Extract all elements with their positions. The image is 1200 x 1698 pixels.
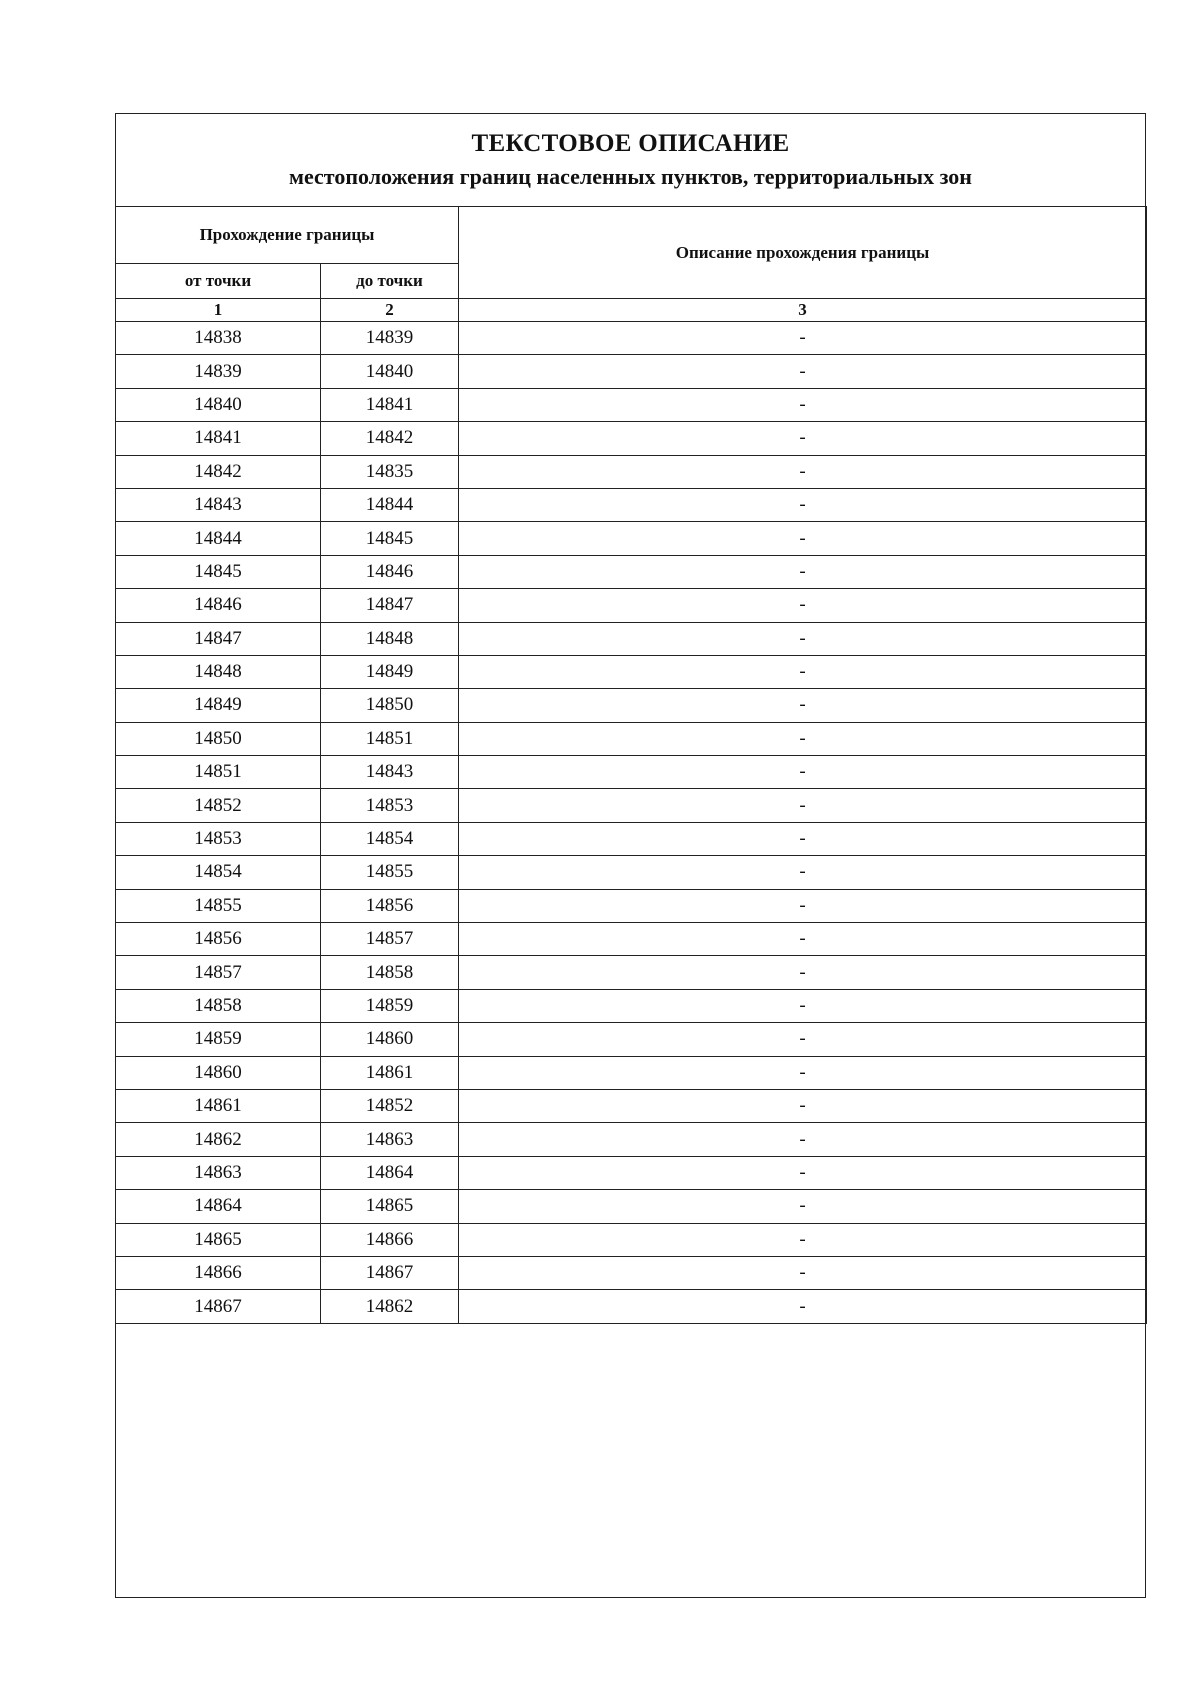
from-point-cell: 14867	[116, 1290, 321, 1323]
description-cell: -	[459, 1290, 1147, 1323]
table-row	[116, 789, 1147, 822]
table-row	[116, 555, 1147, 588]
table-row	[116, 756, 1147, 789]
to-point-cell: 14849	[321, 655, 459, 688]
header-boundary-passage: Прохождение границы	[116, 207, 459, 264]
description-cell: -	[459, 1156, 1147, 1189]
to-point-cell: 14846	[321, 555, 459, 588]
column-number-2: 2	[321, 299, 459, 322]
title-block	[116, 114, 1145, 207]
to-point-cell: 14835	[321, 455, 459, 488]
from-point-cell: 14864	[116, 1190, 321, 1223]
description-cell: -	[459, 756, 1147, 789]
description-cell: -	[459, 488, 1147, 521]
description-cell: -	[459, 856, 1147, 889]
from-point-cell: 14842	[116, 455, 321, 488]
from-point-cell: 14857	[116, 956, 321, 989]
to-point-cell: 14864	[321, 1156, 459, 1189]
table-row	[116, 722, 1147, 755]
header-to-point: до точки	[321, 264, 459, 299]
to-point-cell: 14866	[321, 1223, 459, 1256]
table-row	[116, 956, 1147, 989]
table-row	[116, 1190, 1147, 1223]
table-row	[116, 589, 1147, 622]
to-point-cell: 14861	[321, 1056, 459, 1089]
description-cell: -	[459, 522, 1147, 555]
from-point-cell: 14866	[116, 1256, 321, 1289]
description-cell: -	[459, 1089, 1147, 1122]
description-cell: -	[459, 422, 1147, 455]
to-point-cell: 14854	[321, 822, 459, 855]
table-row	[116, 923, 1147, 956]
from-point-cell: 14851	[116, 756, 321, 789]
from-point-cell: 14844	[116, 522, 321, 555]
to-point-cell: 14867	[321, 1256, 459, 1289]
table-row	[116, 1023, 1147, 1056]
table-row	[116, 1256, 1147, 1289]
description-cell: -	[459, 1023, 1147, 1056]
document-subtitle: местоположения границ населенных пунктов, территориальных зон	[289, 164, 972, 189]
from-point-cell: 14858	[116, 989, 321, 1022]
boundary-table	[115, 206, 1147, 1324]
from-point-cell: 14861	[116, 1089, 321, 1122]
description-cell: -	[459, 822, 1147, 855]
table-row	[116, 1123, 1147, 1156]
to-point-cell: 14853	[321, 789, 459, 822]
to-point-cell: 14845	[321, 522, 459, 555]
description-cell: -	[459, 355, 1147, 388]
from-point-cell: 14855	[116, 889, 321, 922]
description-cell: -	[459, 689, 1147, 722]
description-cell: -	[459, 322, 1147, 355]
document-title: ТЕКСТОВОЕ ОПИСАНИЕ	[471, 130, 790, 157]
from-point-cell: 14843	[116, 488, 321, 521]
header-description: Описание прохождения границы	[459, 207, 1147, 299]
from-point-cell: 14854	[116, 856, 321, 889]
to-point-cell: 14848	[321, 622, 459, 655]
from-point-cell: 14853	[116, 822, 321, 855]
from-point-cell: 14839	[116, 355, 321, 388]
from-point-cell: 14865	[116, 1223, 321, 1256]
from-point-cell: 14860	[116, 1056, 321, 1089]
to-point-cell: 14856	[321, 889, 459, 922]
description-cell: -	[459, 722, 1147, 755]
table-row	[116, 422, 1147, 455]
header-from-point: от точки	[116, 264, 321, 299]
table-row	[116, 488, 1147, 521]
to-point-cell: 14855	[321, 856, 459, 889]
from-point-cell: 14849	[116, 689, 321, 722]
to-point-cell: 14852	[321, 1089, 459, 1122]
description-cell: -	[459, 789, 1147, 822]
description-cell: -	[459, 1256, 1147, 1289]
table-row	[116, 856, 1147, 889]
from-point-cell: 14846	[116, 589, 321, 622]
table-row	[116, 355, 1147, 388]
description-cell: -	[459, 455, 1147, 488]
description-cell: -	[459, 889, 1147, 922]
to-point-cell: 14843	[321, 756, 459, 789]
to-point-cell: 14859	[321, 989, 459, 1022]
table-row	[116, 989, 1147, 1022]
description-cell: -	[459, 1056, 1147, 1089]
from-point-cell: 14863	[116, 1156, 321, 1189]
to-point-cell: 14839	[321, 322, 459, 355]
table-row	[116, 822, 1147, 855]
description-cell: -	[459, 1190, 1147, 1223]
document-frame	[115, 113, 1146, 1598]
description-cell: -	[459, 655, 1147, 688]
to-point-cell: 14844	[321, 488, 459, 521]
description-cell: -	[459, 956, 1147, 989]
description-cell: -	[459, 989, 1147, 1022]
table-row	[116, 622, 1147, 655]
table-row	[116, 388, 1147, 421]
table-row	[116, 1223, 1147, 1256]
table-row	[116, 1089, 1147, 1122]
to-point-cell: 14862	[321, 1290, 459, 1323]
table-body	[116, 322, 1147, 1324]
column-number-1: 1	[116, 299, 321, 322]
to-point-cell: 14847	[321, 589, 459, 622]
to-point-cell: 14841	[321, 388, 459, 421]
from-point-cell: 14850	[116, 722, 321, 755]
to-point-cell: 14863	[321, 1123, 459, 1156]
description-cell: -	[459, 622, 1147, 655]
to-point-cell: 14857	[321, 923, 459, 956]
table-row	[116, 655, 1147, 688]
table-row	[116, 1056, 1147, 1089]
from-point-cell: 14841	[116, 422, 321, 455]
from-point-cell: 14848	[116, 655, 321, 688]
description-cell: -	[459, 1223, 1147, 1256]
to-point-cell: 14842	[321, 422, 459, 455]
from-point-cell: 14859	[116, 1023, 321, 1056]
from-point-cell: 14847	[116, 622, 321, 655]
from-point-cell: 14862	[116, 1123, 321, 1156]
to-point-cell: 14858	[321, 956, 459, 989]
from-point-cell: 14845	[116, 555, 321, 588]
to-point-cell: 14860	[321, 1023, 459, 1056]
from-point-cell: 14856	[116, 923, 321, 956]
from-point-cell: 14838	[116, 322, 321, 355]
table-row	[116, 1290, 1147, 1323]
description-cell: -	[459, 1123, 1147, 1156]
description-cell: -	[459, 388, 1147, 421]
table-row	[116, 455, 1147, 488]
to-point-cell: 14850	[321, 689, 459, 722]
to-point-cell: 14865	[321, 1190, 459, 1223]
description-cell: -	[459, 923, 1147, 956]
description-cell: -	[459, 589, 1147, 622]
from-point-cell: 14852	[116, 789, 321, 822]
table-row	[116, 889, 1147, 922]
from-point-cell: 14840	[116, 388, 321, 421]
table-row	[116, 1156, 1147, 1189]
table-row	[116, 689, 1147, 722]
description-cell: -	[459, 555, 1147, 588]
to-point-cell: 14851	[321, 722, 459, 755]
table-row	[116, 522, 1147, 555]
column-number-3: 3	[459, 299, 1147, 322]
to-point-cell: 14840	[321, 355, 459, 388]
table-row	[116, 322, 1147, 355]
